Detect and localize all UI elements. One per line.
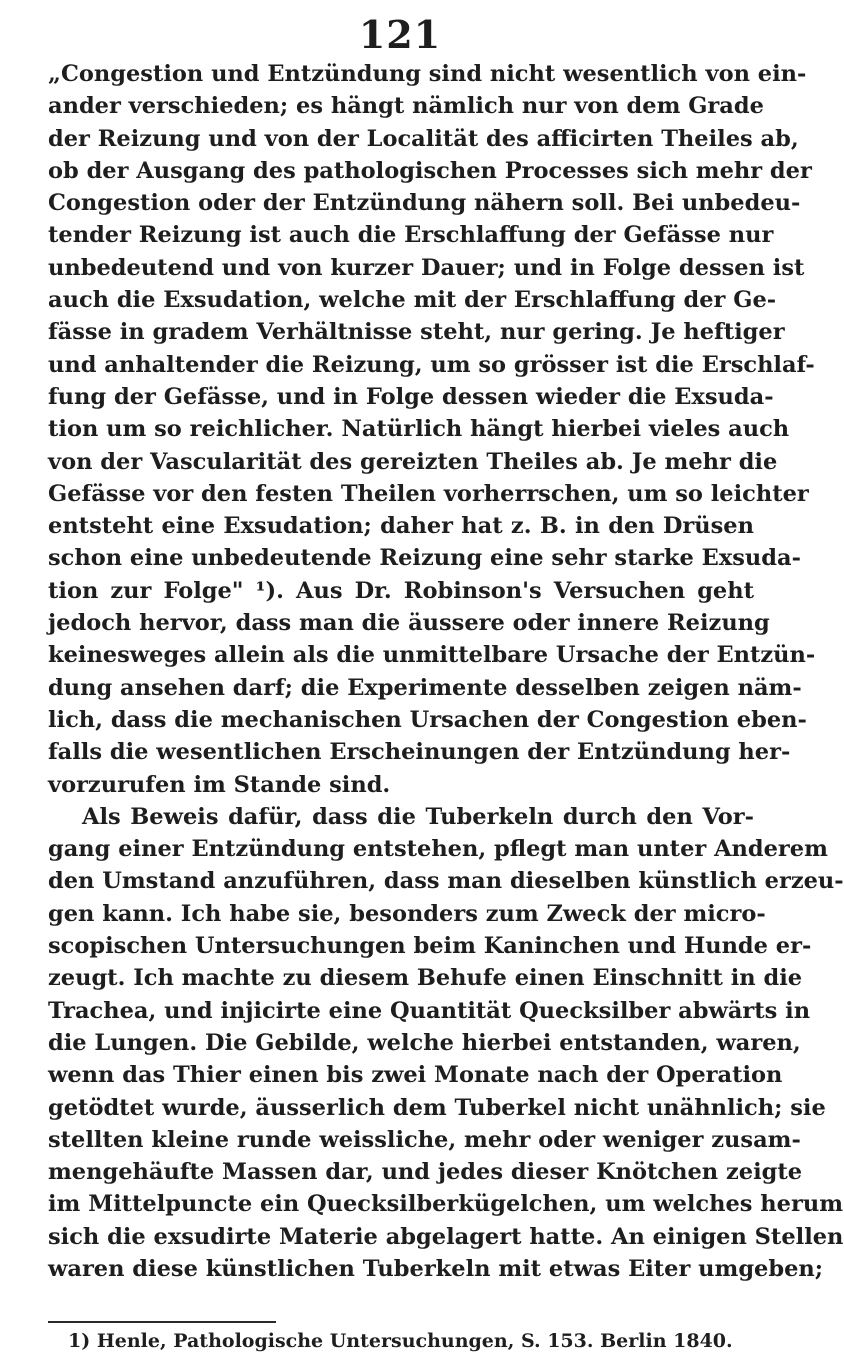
text-line: die Lungen. Die Gebilde, welche hierbei entstanden, waren, (48, 1029, 801, 1056)
text-line: auch die Exsudation, welche mit der Erschlaffung der Ge- (48, 287, 777, 314)
text-line: sich die exsudirte Materie abgelagert hatte. An einigen Stellen (48, 1223, 844, 1250)
text-line: und anhaltender die Reizung, um so grösser ist die Erschlaf- (48, 351, 815, 378)
body-text (48, 58, 844, 1285)
text-line: zeugt. Ich machte zu diesem Behufe einen Einschnitt in die (48, 965, 803, 992)
text-line: scopischen Untersuchungen beim Kaninchen und Hunde er- (48, 933, 812, 960)
text-line: gang einer Entzündung entstehen, pflegt man unter Anderem (48, 836, 828, 863)
text-line: schon eine unbedeutende Reizung eine sehr starke Exsuda- (48, 545, 801, 572)
text-line: fung der Gefässe, und in Folge dessen wieder die Exsuda- (48, 383, 774, 410)
text-line: tion um so reichlicher. Natürlich hängt hierbei vieles auch (48, 416, 790, 443)
text-line: unbedeutend und von kurzer Dauer; und in Folge dessen ist (48, 254, 805, 281)
text-line: der Reizung und von der Localität des afficirten Theiles ab, (48, 125, 799, 152)
text-line: wenn das Thier einen bis zwei Monate nach der Operation (48, 1062, 783, 1089)
text-line: gen kann. Ich habe sie, besonders zum Zweck der micro- (48, 900, 766, 927)
text-line: vorzurufen im Stande sind. (48, 771, 391, 798)
text-line: Gefässe vor den festen Theilen vorherrschen, um so leichter (48, 480, 809, 507)
text-line: stellten kleine runde weissliche, mehr oder weniger zusam- (48, 1126, 801, 1153)
text-line: tion zur Folge" ¹). Aus Dr. Robinson's Versuchen geht (48, 577, 754, 604)
text-line: ander verschieden; es hängt nämlich nur von dem Grade (48, 93, 764, 120)
text-line: dung ansehen darf; die Experimente desselben zeigen näm- (48, 674, 802, 701)
text-line: von der Vascularität des gereizten Theiles ab. Je mehr die (48, 448, 778, 475)
text-line: im Mittelpuncte ein Quecksilberkügelchen, um welches herum (48, 1191, 844, 1218)
text-line: entsteht eine Exsudation; daher hat z. B. in den Drüsen (48, 513, 754, 540)
text-line: waren diese künstlichen Tuberkeln mit etwas Eiter umgeben; (48, 1255, 824, 1282)
text-line: den Umstand anzuführen, dass man dieselben künstlich erzeu- (48, 868, 844, 895)
text-line: Trachea, und injicirte eine Quantität Quecksilber abwärts in (48, 997, 811, 1024)
text-line: mengehäufte Massen dar, und jedes dieser Knötchen zeigte (48, 1159, 803, 1186)
text-line: fässe in gradem Verhältnisse steht, nur gering. Je heftiger (48, 319, 785, 346)
text-line: falls die wesentlichen Erscheinungen der Entzündung her- (48, 739, 791, 766)
text-line: jedoch hervor, dass man die äussere oder innere Reizung (48, 610, 770, 637)
text-line: getödtet wurde, äusserlich dem Tuberkel nicht unähnlich; sie (48, 1094, 826, 1121)
text-line: lich, dass die mechanischen Ursachen der Congestion eben- (48, 706, 807, 733)
footnote: 1) Henle, Pathologische Untersuchungen, S. 153. Berlin 1840. (68, 1330, 733, 1352)
text-line: Als Beweis dafür, dass die Tuberkeln durch den Vor- (82, 803, 754, 830)
footnote-divider (48, 1321, 276, 1323)
text-line: tender Reizung ist auch die Erschlaffung der Gefässe nur (48, 222, 774, 249)
text-line: „Congestion und Entzündung sind nicht wesentlich von ein- (48, 61, 807, 87)
page-number: 121 (358, 12, 442, 57)
text-line: Congestion oder der Entzündung nähern soll. Bei unbedeu- (48, 190, 801, 217)
text-line: keinesweges allein als die unmittelbare Ursache der Entzün- (48, 642, 816, 669)
text-line: ob der Ausgang des pathologischen Processes sich mehr der (48, 157, 812, 184)
